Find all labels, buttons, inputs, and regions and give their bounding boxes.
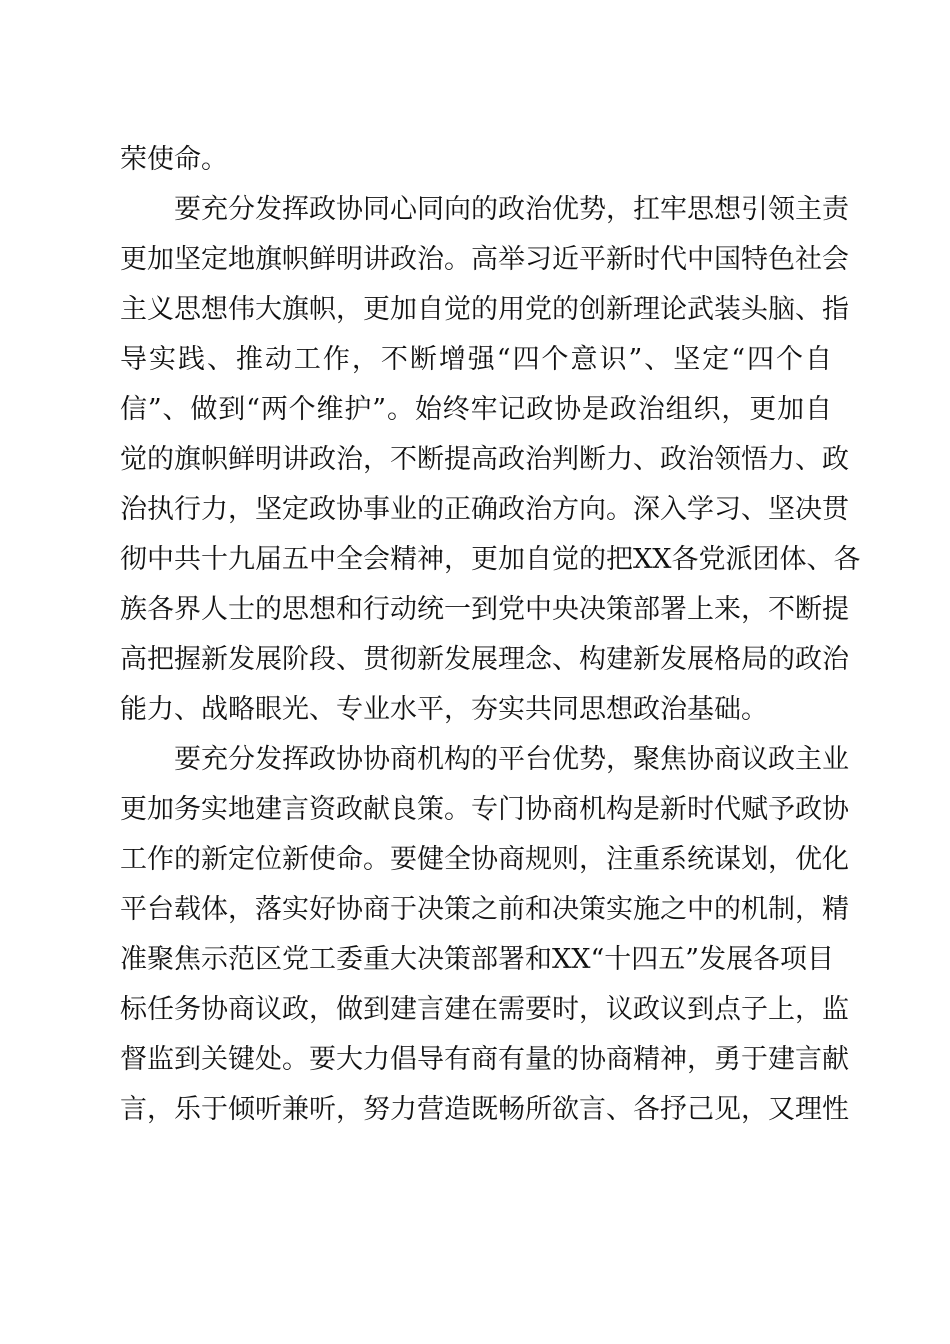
text-line: 信”、做到“两个维护”。始终牢记政协是政治组织，更加自	[120, 394, 832, 425]
text-line: 主义思想伟大旗帜，更加自觉的用党的创新理论武装头脑、指	[120, 294, 849, 325]
body-text	[120, 135, 861, 1135]
paragraph-first-line: 要充分发挥政协协商机构的平台优势，聚焦协商议政主业	[174, 744, 849, 775]
text-line: 高把握新发展阶段、贯彻新发展理念、构建新发展格局的政治	[120, 644, 849, 675]
text-line: 标任务协商议政，做到建言建在需要时，议政议到点子上，监	[120, 994, 849, 1025]
text-line: 能力、战略眼光、专业水平，夯实共同思想政治基础。	[120, 694, 768, 725]
text-line: 更加务实地建言资政献良策。专门协商机构是新时代赋予政协	[120, 794, 849, 825]
text-line: 准聚焦示范区党工委重大决策部署和XX“十四五”发展各项目	[120, 944, 835, 975]
text-line: 工作的新定位新使命。要健全协商规则，注重系统谋划，优化	[120, 844, 849, 875]
text-line: 彻中共十九届五中全会精神，更加自觉的把XX各党派团体、各	[120, 544, 861, 575]
text-line: 导实践、推动工作，不断增强“四个意识”、坚定“四个自	[120, 344, 832, 375]
text-line: 族各界人士的思想和行动统一到党中央决策部署上来，不断提	[120, 594, 849, 625]
text-line: 督监到关键处。要大力倡导有商有量的协商精神，勇于建言献	[120, 1044, 849, 1075]
text-line: 更加坚定地旗帜鲜明讲政治。高举习近平新时代中国特色社会	[120, 244, 849, 275]
text-line: 平台载体，落实好协商于决策之前和决策实施之中的机制，精	[120, 894, 849, 925]
paragraph-first-line: 要充分发挥政协同心同向的政治优势，扛牢思想引领主责	[174, 194, 849, 225]
text-line: 觉的旗帜鲜明讲政治，不断提高政治判断力、政治领悟力、政	[120, 444, 849, 475]
text-line: 荣使命。	[120, 144, 228, 175]
text-line: 言，乐于倾听兼听，努力营造既畅所欲言、各抒己见，又理性	[120, 1094, 849, 1125]
text-line: 治执行力，坚定政协事业的正确政治方向。深入学习、坚决贯	[120, 494, 849, 525]
